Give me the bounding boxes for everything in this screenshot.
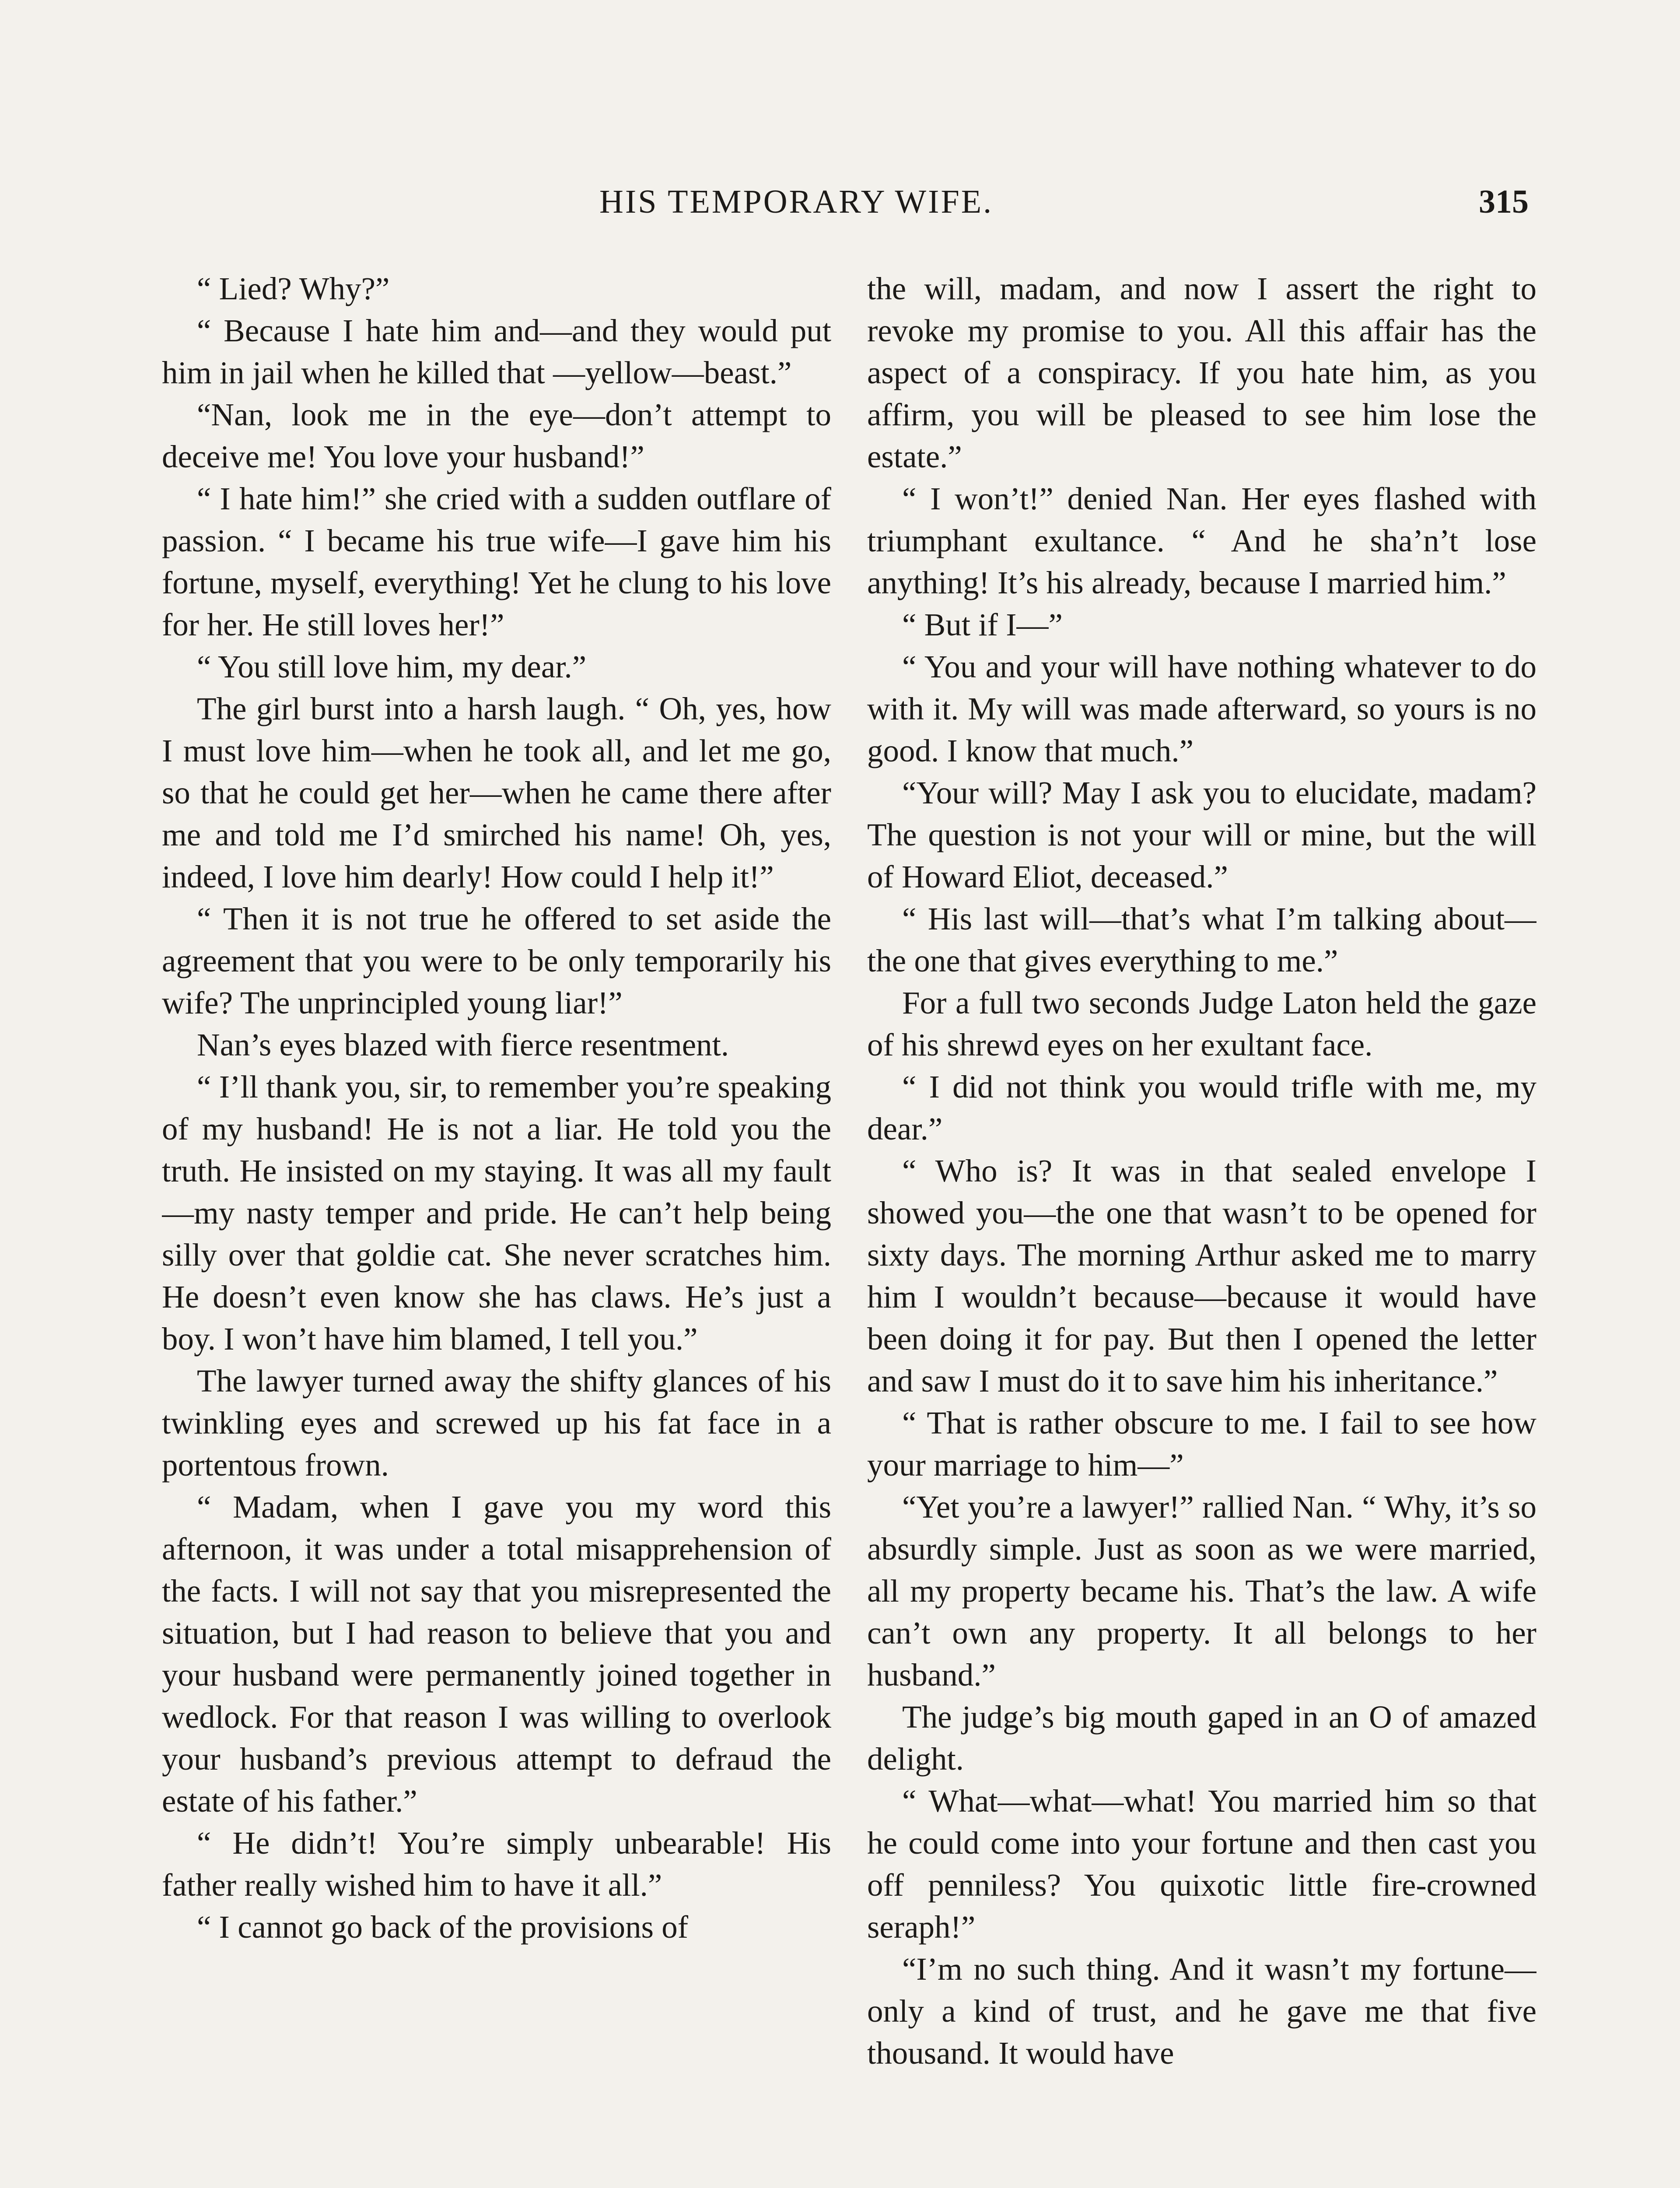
- paragraph: “ But if I—”: [902, 607, 1063, 642]
- paragraph: “ What—what—what! You married him so that he could come into your fortune and then cast you off penniless? You quixotic little fire-crowned seraph!”: [867, 1783, 1536, 1945]
- running-title: HIS TEMPORARY WIFE.: [599, 183, 994, 220]
- paragraph: “ That is rather obscure to me. I fail to see how your marriage to him—”: [867, 1405, 1536, 1483]
- paragraph: “ Because I hate him and—and they would put him in jail when he killed that —yellow—beast.”: [162, 313, 831, 390]
- paragraph: “ I did not think you would trifle with me, my dear.”: [867, 1069, 1536, 1147]
- paragraph: “ I’ll thank you, sir, to remember you’re speaking of my husband! He is not a liar. He told you the truth. He insisted on my staying. It was all my fault—my nasty temper and pride. He can’t help being silly over that goldie cat. She never scratches him. He doesn’t even know she has claws. He’s just a boy. I won’t have him blamed, I tell you.”: [162, 1069, 831, 1357]
- paragraph: “ You still love him, my dear.”: [197, 649, 587, 684]
- paragraph: The judge’s big mouth gaped in an O of amazed delight.: [867, 1699, 1536, 1777]
- paragraph: “Nan, look me in the eye—don’t attempt to deceive me! You love your husband!”: [162, 397, 831, 474]
- paragraph: “Yet you’re a lawyer!” rallied Nan. “ Why, it’s so absurdly simple. Just as soon as we were married, all my property became his. That’s the law. A wife can’t own any property. It all belongs to her husband.”: [867, 1489, 1536, 1693]
- paragraph: “ You and your will have nothing whatever to do with it. My will was made afterward, so yours is no good. I know that much.”: [867, 649, 1536, 768]
- left-column: [162, 268, 831, 2188]
- running-head: [162, 183, 1529, 231]
- paragraph: “Your will? May I ask you to elucidate, madam? The question is not your will or mine, but the will of Howard Eliot, deceased.”: [867, 775, 1536, 894]
- paragraph: The lawyer turned away the shifty glances of his twinkling eyes and screwed up his fat face in a portentous frown.: [162, 1363, 831, 1483]
- paragraph: “ I won’t!” denied Nan. Her eyes flashed with triumphant exultance. “ And he sha’n’t lose anything! It’s his already, because I married him.”: [867, 481, 1536, 600]
- paragraph: “ He didn’t! You’re simply unbearable! His father really wished him to have it all.”: [162, 1825, 831, 1903]
- paragraph: “I’m no such thing. And it wasn’t my fortune—only a kind of trust, and he gave me that five thousand. It would have: [867, 1951, 1536, 2071]
- right-column: [867, 268, 1536, 2188]
- paragraph: “ I cannot go back of the provisions of: [197, 1909, 689, 1945]
- paragraph: For a full two seconds Judge Laton held the gaze of his shrewd eyes on her exultant face.: [867, 985, 1536, 1062]
- paragraph: “ Who is? It was in that sealed envelope I showed you—the one that wasn’t to be opened for sixty days. The morning Arthur asked me to marry him I wouldn’t because—because it would have been doing it for pay. But then I opened the letter and saw I must do it to save him his inheritance.”: [867, 1153, 1536, 1399]
- paragraph: “ Madam, when I gave you my word this afternoon, it was under a total misapprehension of the facts. I will not say that you misrepresented the situation, but I had reason to believe that you and your husband were permanently joined together in wedlock. For that reason I was willing to overlook your husband’s previous attempt to defraud the estate of his father.”: [162, 1489, 831, 1819]
- paragraph-continued: the will, madam, and now I assert the right to revoke my promise to you. All this affair has the aspect of a conspiracy. If you hate him, as you affirm, you will be pleased to see him lose the estate.”: [867, 271, 1536, 474]
- paragraph: The girl burst into a harsh laugh. “ Oh, yes, how I must love him—when he took all, and let me go, so that he could get her—when he came there after me and told me I’d smirched his name! Oh, yes, indeed, I love him dearly! How could I help it!”: [162, 691, 831, 894]
- paragraph: Nan’s eyes blazed with fierce resentment.: [197, 1027, 729, 1062]
- paragraph: “ Lied? Why?”: [197, 271, 390, 306]
- page-number: 315: [1479, 183, 1529, 220]
- paragraph: “ His last will—that’s what I’m talking about—the one that gives everything to me.”: [867, 901, 1536, 978]
- paragraph: “ Then it is not true he offered to set aside the agreement that you were to be only temporarily his wife? The unprincipled young liar!”: [162, 901, 831, 1020]
- paragraph: “ I hate him!” she cried with a sudden outflare of passion. “ I became his true wife—I gave him his fortune, myself, everything! Yet he clung to his love for her. He still loves her!”: [162, 481, 831, 642]
